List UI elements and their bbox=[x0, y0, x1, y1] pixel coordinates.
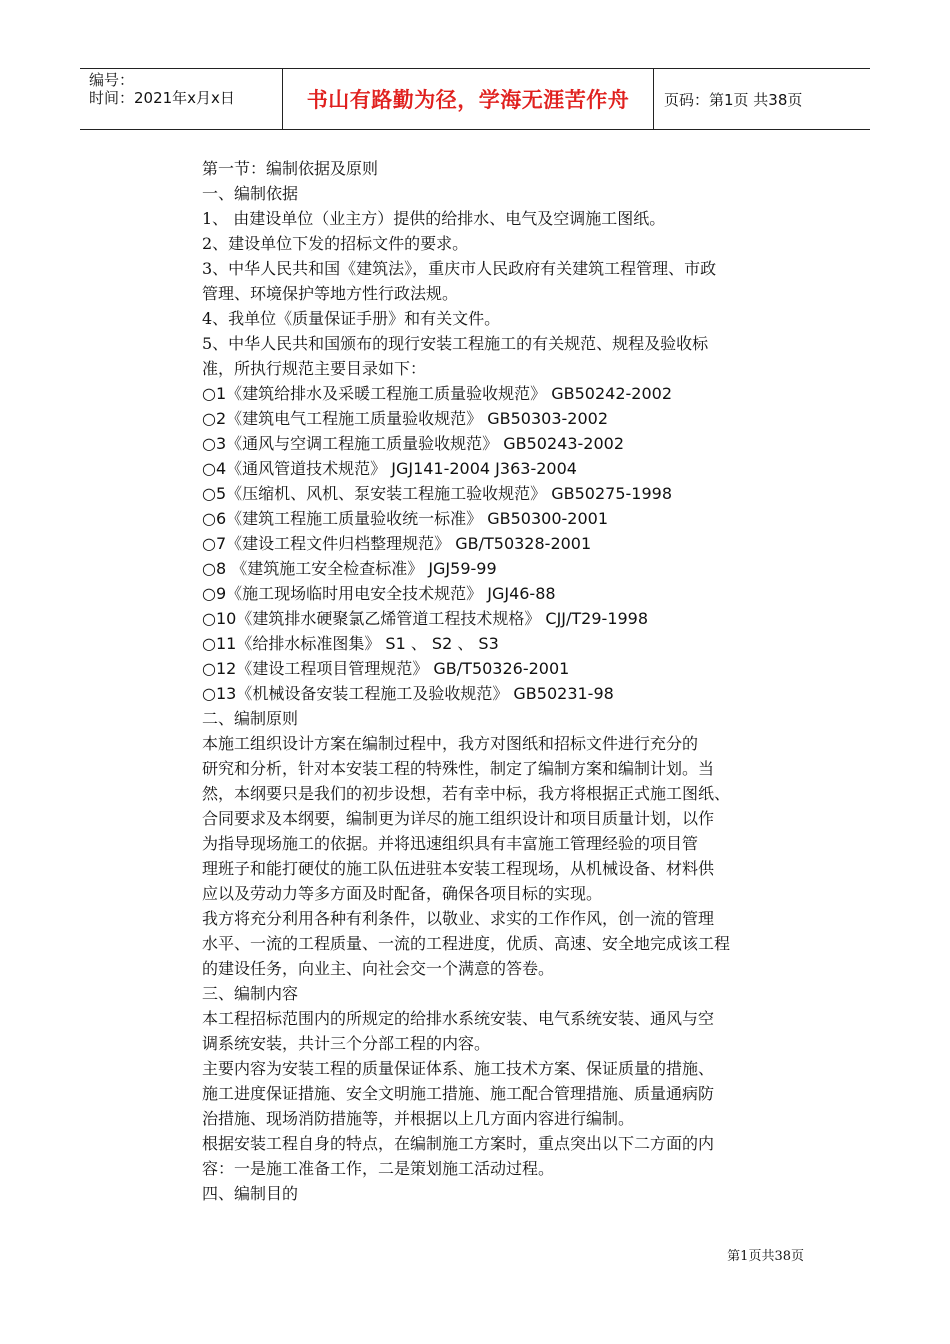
text-line: 二、编制原则 bbox=[202, 709, 299, 728]
document-body bbox=[202, 156, 762, 1206]
text-line: 3、中华人民共和国《建筑法》，重庆市人民政府有关建筑工程管理、市政 bbox=[202, 259, 717, 278]
text-line: 1、 由建设单位（业主方）提供的给排水、电气及空调施工图纸。 bbox=[202, 209, 666, 228]
text-line: 2、建设单位下发的招标文件的要求。 bbox=[202, 234, 469, 253]
text-line: 理班子和能打硬仗的施工队伍进驻本安装工程现场，从机械设备、材料供 bbox=[202, 859, 715, 878]
text-line: 准，所执行规范主要目录如下： bbox=[202, 359, 427, 378]
footer-page-number: 第1页共38页 bbox=[727, 1249, 804, 1264]
text-line: 根据安装工程自身的特点，在编制施工方案时，重点突出以下二方面的内 bbox=[202, 1134, 715, 1153]
text-line: 应以及劳动力等多方面及时配备，确保各项目标的实现。 bbox=[202, 884, 603, 903]
header-page-number: 页码：第1页 共38页 bbox=[664, 90, 803, 109]
text-line: 一、编制依据 bbox=[202, 184, 299, 203]
document-number: 编号： bbox=[89, 71, 135, 89]
text-line: ○8 《建筑施工安全检查标准》 JGJ59-99 bbox=[202, 559, 497, 578]
header-motto: 书山有路勤为径，学海无涯苦作舟 bbox=[282, 69, 654, 129]
text-line: ○1《建筑给排水及采暖工程施工质量验收规范》 GB50242-2002 bbox=[202, 384, 672, 403]
text-line: 三、编制内容 bbox=[202, 984, 299, 1003]
text-line: 然，本纲要只是我们的初步设想，若有幸中标，我方将根据正式施工图纸、 bbox=[202, 784, 731, 803]
text-line: 施工进度保证措施、安全文明施工措施、施工配合管理措施、质量通病防 bbox=[202, 1084, 715, 1103]
text-line: 合同要求及本纲要，编制更为详尽的施工组织设计和项目质量计划，以作 bbox=[202, 809, 715, 828]
text-line: 5、中华人民共和国颁布的现行安装工程施工的有关规范、规程及验收标 bbox=[202, 334, 709, 353]
text-line: ○11《给排水标准图集》 S1 、 S2 、 S3 bbox=[202, 634, 499, 653]
text-line: ○10《建筑排水硬聚氯乙烯管道工程技术规格》 CJJ/T29-1998 bbox=[202, 609, 649, 628]
document-header bbox=[80, 68, 870, 130]
text-line: 4、我单位《质量保证手册》和有关文件。 bbox=[202, 309, 501, 328]
document-date: 时间：2021年x月x日 bbox=[89, 89, 235, 107]
text-line: 四、编制目的 bbox=[202, 1184, 299, 1203]
text-line: ○13《机械设备安装工程施工及验收规范》 GB50231-98 bbox=[202, 684, 614, 703]
text-line: ○3《通风与空调工程施工质量验收规范》 GB50243-2002 bbox=[202, 434, 624, 453]
text-line: 水平、一流的工程质量、一流的工程进度，优质、高速、安全地完成该工程 bbox=[202, 934, 731, 953]
text-line: ○9《施工现场临时用电安全技术规范》 JGJ46-88 bbox=[202, 584, 556, 603]
text-line: 主要内容为安装工程的质量保证体系、施工技术方案、保证质量的措施、 bbox=[202, 1059, 715, 1078]
text-line: 为指导现场施工的依据。并将迅速组织具有丰富施工管理经验的项目管 bbox=[202, 834, 699, 853]
text-line: 的建设任务，向业主、向社会交一个满意的答卷。 bbox=[202, 959, 555, 978]
text-line: ○2《建筑电气工程施工质量验收规范》 GB50303-2002 bbox=[202, 409, 608, 428]
text-line: 本施工组织设计方案在编制过程中，我方对图纸和招标文件进行充分的 bbox=[202, 734, 699, 753]
text-line: 第一节：编制依据及原则 bbox=[202, 159, 379, 178]
text-line: ○4《通风管道技术规范》 JGJ141-2004 J363-2004 bbox=[202, 459, 577, 478]
text-line: ○12《建设工程项目管理规范》 GB/T50326-2001 bbox=[202, 659, 570, 678]
text-line: ○7《建设工程文件归档整理规范》 GB/T50328-2001 bbox=[202, 534, 592, 553]
text-line: 研究和分析，针对本安装工程的特殊性，制定了编制方案和编制计划。当 bbox=[202, 759, 715, 778]
text-line: 本工程招标范围内的所规定的给排水系统安装、电气系统安装、通风与空 bbox=[202, 1009, 715, 1028]
text-line: ○6《建筑工程施工质量验收统一标准》 GB50300-2001 bbox=[202, 509, 608, 528]
text-line: 管理、环境保护等地方性行政法规。 bbox=[202, 284, 459, 303]
text-line: 容：一是施工准备工作，二是策划施工活动过程。 bbox=[202, 1159, 555, 1178]
text-line: ○5《压缩机、风机、泵安装工程施工验收规范》 GB50275-1998 bbox=[202, 484, 672, 503]
text-line: 治措施、现场消防措施等，并根据以上几方面内容进行编制。 bbox=[202, 1109, 635, 1128]
text-line: 调系统安装，共计三个分部工程的内容。 bbox=[202, 1034, 491, 1053]
text-line: 我方将充分利用各种有利条件，以敬业、求实的工作作风，创一流的管理 bbox=[202, 909, 715, 928]
header-meta bbox=[80, 69, 282, 129]
